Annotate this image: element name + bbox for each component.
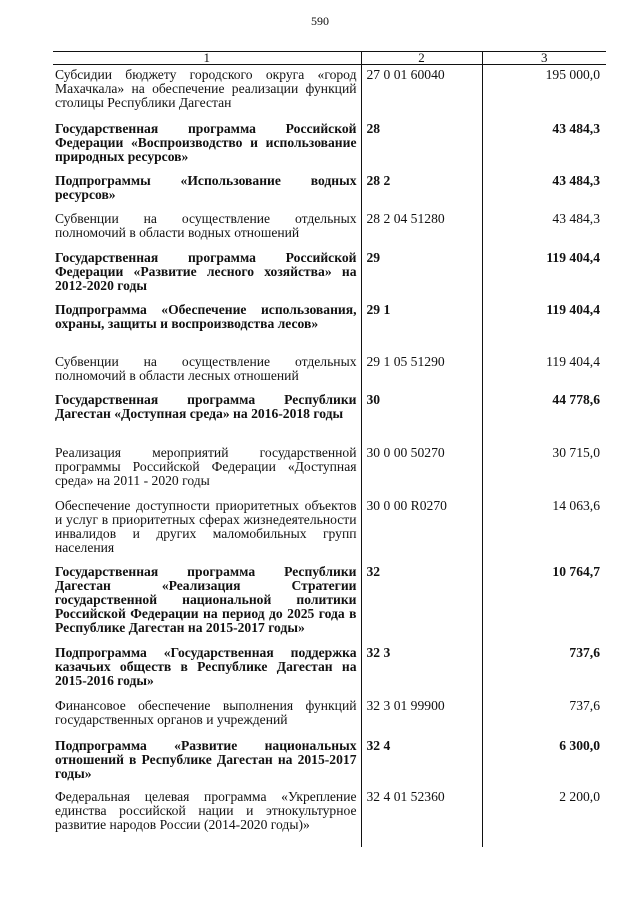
row-amount: 195 000,0 [482,65,606,119]
row-name: Субсидии бюджету городского округа «город Махачкала» на обеспечение реализации функций столицы Республики Дагестан [55,67,357,110]
table-row [53,65,606,119]
table-row [53,736,606,787]
row-name: Государственная программа Республики Дагестан «Доступная среда» на 2016-2018 годы [55,391,357,421]
row-amount: 2 200,0 [482,787,606,847]
row-amount: 30 715,0 [482,443,606,496]
table-row [53,300,606,352]
row-code: 28 2 04 51280 [361,209,482,248]
row-name: Субвенции на осуществление отдельных полномочий в области лесных отношений [55,353,357,383]
row-amount: 43 484,3 [482,209,606,248]
row-code: 29 [361,248,482,300]
table-row [53,390,606,443]
table-row [53,352,606,390]
row-name: Федеральная целевая программа «Укрепление единства российской нации и этнокультурное развитие народов России (2014-2020 годы)» [55,788,357,832]
row-name: Обеспечение доступности приоритетных объектов и услуг в приоритетных сферах жизнедеятельности инвалидов и других маломобильных групп населения [55,497,357,555]
page-number: 590 [311,14,329,28]
table-row [53,562,606,643]
column-header-1: 1 [53,52,361,65]
row-code: 30 [361,390,482,443]
row-code: 29 1 05 51290 [361,352,482,390]
table-row [53,696,606,736]
table-row [53,171,606,209]
row-amount: 737,6 [482,696,606,736]
row-amount: 43 484,3 [482,119,606,171]
row-name: Субвенции на осуществление отдельных полномочий в области водных отношений [55,210,357,240]
row-amount: 119 404,4 [482,300,606,352]
row-amount: 119 404,4 [482,352,606,390]
table-row [53,643,606,696]
row-name: Государственная программа Российской Федерации «Развитие лесного хозяйства» на 2012-2020 годы [55,249,357,293]
column-header-2: 2 [361,52,482,65]
row-name: Подпрограмма «Государственная поддержка казачьих обществ в Республике Дагестан на 2015-2016 годы» [55,644,357,688]
row-name: Государственная программа Республики Дагестан «Реализация Стратегии государственной национальной политики Российской Федерации на период до 2025 года в Республике Дагестан на 2015-2017 годы» [55,563,357,635]
row-name: Государственная программа Российской Федерации «Воспроизводство и использование природных ресурсов» [55,120,357,164]
row-code: 27 0 01 60040 [361,65,482,119]
row-amount: 119 404,4 [482,248,606,300]
row-code: 32 3 01 99900 [361,696,482,736]
row-code: 32 4 [361,736,482,787]
row-code: 32 3 [361,643,482,696]
row-name: Подпрограммы «Использование водных ресурсов» [55,172,357,202]
row-amount: 14 063,6 [482,496,606,562]
row-name: Подпрограмма «Развитие национальных отношений в Республике Дагестан на 2015-2017 годы» [55,737,357,781]
row-amount: 44 778,6 [482,390,606,443]
row-name: Реализация мероприятий государственной программы Российской Федерации «Доступная среда» на 2011 - 2020 годы [55,444,357,488]
row-code: 28 [361,119,482,171]
row-code: 30 0 00 50270 [361,443,482,496]
table-row [53,248,606,300]
row-name: Финансовое обеспечение выполнения функций государственных органов и учреждений [55,697,357,727]
row-code: 28 2 [361,171,482,209]
row-code: 29 1 [361,300,482,352]
row-amount: 10 764,7 [482,562,606,643]
row-amount: 43 484,3 [482,171,606,209]
row-code: 30 0 00 R0270 [361,496,482,562]
table-row [53,443,606,496]
table-row [53,787,606,847]
table-row [53,119,606,171]
table-header-row [53,52,606,65]
row-code: 32 4 01 52360 [361,787,482,847]
table-row [53,496,606,562]
table-row [53,209,606,248]
row-amount: 737,6 [482,643,606,696]
row-name: Подпрограмма «Обеспечение использования, охраны, защиты и воспроизводства лесов» [55,301,357,331]
column-header-3: 3 [482,52,606,65]
row-amount: 6 300,0 [482,736,606,787]
row-code: 32 [361,562,482,643]
budget-table [53,51,606,847]
